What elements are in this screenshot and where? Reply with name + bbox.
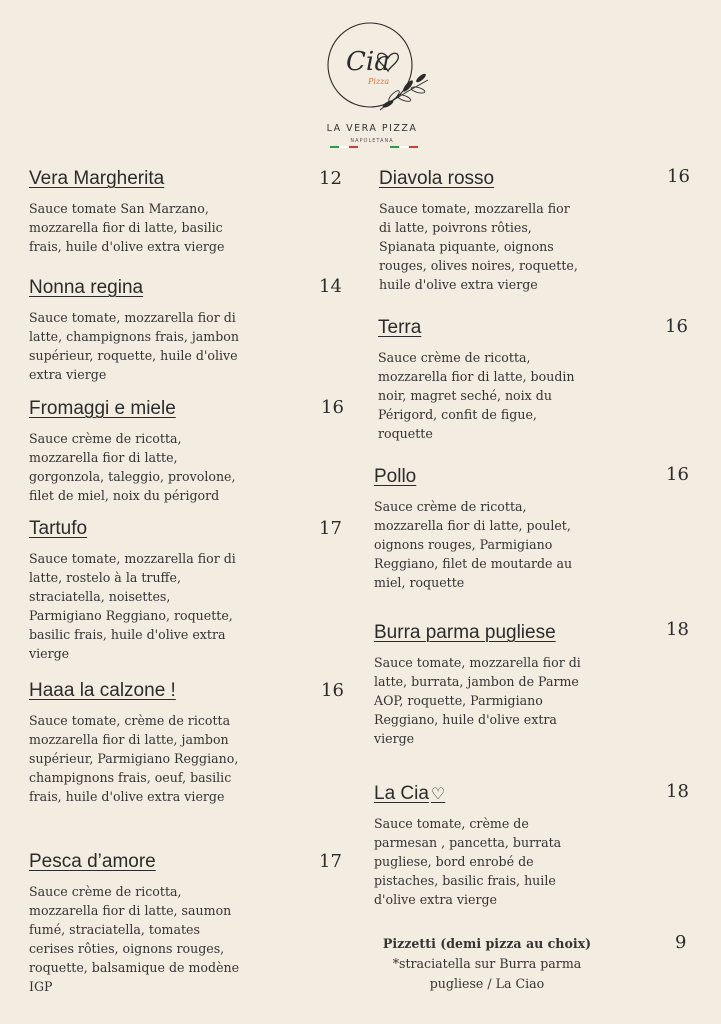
menu-item (378, 317, 583, 444)
item-description: Sauce tomate, crème de ricotta mozzarella fior di latte, jambon supérieur, Parmigiano Reggiano, champignons frais, oeuf, basilic frais, huile d'olive extra vierge (29, 713, 239, 804)
item-name: Pesca d’amore (29, 851, 156, 872)
item-description: Sauce tomate, mozzarella fior di latte, burrata, jambon de Parme AOP, roquette, Parmigiano Reggiano, huile d'olive extra vierge (374, 655, 581, 746)
menu-item (374, 622, 589, 749)
item-description: Sauce tomate, mozzarella fior di latte, poivrons rôties, Spianata piquante, oignons rouges, olives noires, roquette, huile d'olive extra vierge (379, 201, 578, 292)
pizzetti-section (378, 934, 596, 994)
item-price: 16 (321, 397, 344, 418)
item-description: Sauce crème de ricotta, mozzarella fior di latte, gorgonzola, taleggio, provolone, filet de miel, noix du périgord (29, 431, 236, 503)
item-name-text: La Cia (374, 783, 429, 804)
item-name: Tartufo (29, 518, 88, 539)
item-price: 18 (666, 619, 689, 640)
pizzetti-line: pugliese / La Ciao (429, 976, 545, 991)
item-name: Diavola rosso (379, 168, 495, 189)
item-name: Pollo (374, 466, 417, 487)
item-price: 17 (319, 518, 342, 539)
item-price: 12 (319, 168, 342, 189)
item-price: 16 (667, 166, 690, 187)
logo (322, 18, 432, 114)
item-name: Vera Margherita (29, 168, 165, 189)
pizzetti-title: Pizzetti (demi pizza au choix) (382, 936, 592, 951)
item-price: 18 (666, 781, 689, 802)
subtagline: NAPOLETANA (350, 138, 394, 144)
pizzetti-price: 9 (675, 932, 687, 953)
item-description: Sauce crème de ricotta, mozzarella fior di latte, saumon fumé, straciatella, tomates cerises rôties, oignons rouges, roquette, balsamique de modène IGP (29, 884, 240, 994)
item-name: Haaa la calzone ! (29, 680, 176, 701)
item-description: Sauce tomate, crème de parmesan , pancetta, burrata pugliese, bord enrobé de pistaches, basilic frais, huile d'olive extra vierge (374, 816, 562, 907)
menu-item (29, 680, 244, 807)
menu-item (29, 398, 244, 506)
menu-item (29, 851, 244, 996)
heart-icon: ♡ (430, 786, 446, 803)
item-name: Burra parma pugliese (374, 622, 556, 643)
logo-text: Cia (346, 47, 390, 77)
item-description: Sauce crème de ricotta, mozzarella fior di latte, poulet, oignons rouges, Parmigiano Reggiano, filet de moutarde au miel, roquette (374, 499, 573, 590)
italian-flag-stripe (330, 146, 358, 148)
menu-item (29, 277, 244, 385)
pizzetti-line: *straciatella sur Burra parma (392, 956, 582, 971)
menu-item (29, 168, 244, 257)
item-name: Fromaggi e miele (29, 398, 176, 419)
item-name: Terra (378, 317, 422, 338)
item-description: Sauce tomate, mozzarella fior di latte, champignons frais, jambon supérieur, roquette, huile d'olive extra vierge (29, 310, 239, 382)
item-description: Sauce crème de ricotta, mozzarella fior di latte, boudin noir, magret seché, noix du Périgord, confit de figue, roquette (378, 350, 575, 441)
logo-sub: Pizza (368, 77, 390, 86)
menu-item (374, 783, 569, 910)
item-name: Nonna regina (29, 277, 144, 298)
item-price: 14 (319, 276, 342, 297)
item-price: 17 (319, 851, 342, 872)
item-price: 16 (665, 316, 688, 337)
menu-item (374, 466, 589, 593)
italian-flag-stripe (390, 146, 418, 148)
item-description: Sauce tomate, mozzarella fior di latte, rostelo à la truffe, straciatella, noisettes, Parmigiano Reggiano, roquette, basilic frais, huile d'olive extra vierge (29, 551, 236, 661)
item-price: 16 (666, 464, 689, 485)
item-description: Sauce tomate San Marzano, mozzarella fior di latte, basilic frais, huile d'olive extra vierge (29, 201, 225, 254)
tagline: LA VERA PIZZA (326, 123, 418, 134)
menu-item (379, 168, 584, 295)
item-name (374, 783, 569, 805)
item-price: 16 (321, 680, 344, 701)
menu-item (29, 518, 244, 663)
